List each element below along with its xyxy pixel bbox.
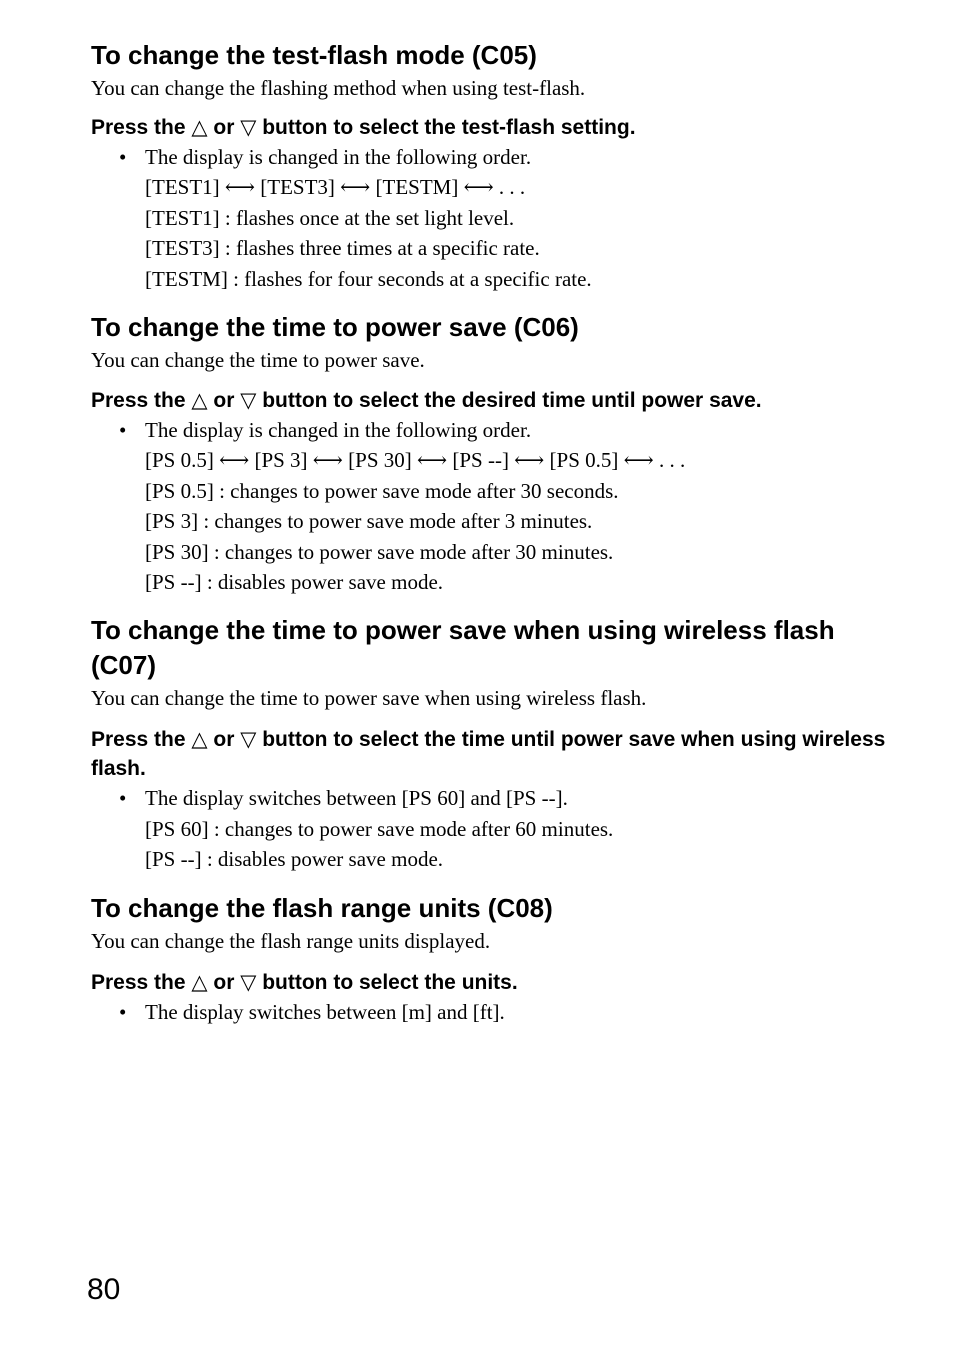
section-intro: You can change the flashing method when using test-flash. (91, 76, 586, 100)
bullet-icon: • (119, 418, 127, 443)
section-wireless-power-save (91, 613, 891, 874)
section-intro: You can change the time to power save when using wireless flash. (91, 686, 647, 711)
bullet-line: The display switches between [PS 60] and [PS --]. (145, 786, 568, 811)
section-instruction: Press the △ or ▽ button to select the time until power save when using wireless flash. (91, 728, 886, 781)
bullet-icon: • (119, 999, 127, 1024)
bullet-item (91, 783, 891, 874)
section-power-save-time (91, 310, 891, 597)
section-intro: You can change the flash range units displayed. (91, 928, 491, 953)
bullet-icon: • (119, 145, 127, 169)
bullet-line: [PS 0.5] : changes to power save mode after 30 seconds. (145, 478, 619, 503)
section-title: To change the time to power save when using wireless flash (C07) (91, 615, 835, 681)
section-flash-range-units (91, 891, 891, 1027)
page-number: 80 (87, 1273, 121, 1306)
bullet-line: [PS 60] : changes to power save mode after 60 minutes. (145, 816, 614, 841)
section-title: To change the test-flash mode (C05) (91, 40, 537, 70)
section-instruction: Press the △ or ▽ button to select the desired time until power save. (91, 389, 762, 413)
bullet-line: [TEST1] ⟷ [TEST3] ⟷ [TESTM] ⟷ . . . (145, 175, 526, 200)
bullet-line: [PS --] : disables power save mode. (145, 847, 444, 872)
bullet-item (91, 142, 891, 294)
section-instruction: Press the △ or ▽ button to select the test-flash setting. (91, 116, 636, 139)
section-title: To change the flash range units (C08) (91, 892, 553, 923)
bullet-line: [PS 30] : changes to power save mode after 30 minutes. (145, 539, 614, 564)
manual-page (91, 38, 891, 1027)
bullet-line: [TEST1] : flashes once at the set light level. (145, 205, 515, 230)
bullet-item (91, 997, 891, 1027)
bullet-item (91, 415, 891, 597)
section-instruction: Press the △ or ▽ button to select the units. (91, 970, 518, 994)
section-test-flash-mode (91, 38, 891, 294)
bullet-line: The display is changed in the following order. (145, 418, 532, 443)
bullet-line: [TEST3] : flashes three times at a specific rate. (145, 236, 540, 261)
bullet-line: The display is changed in the following order. (145, 145, 532, 169)
bullet-line: [PS --] : disables power save mode. (145, 570, 444, 595)
bullet-line: The display switches between [m] and [ft]. (145, 999, 505, 1024)
bullet-line: [PS 3] : changes to power save mode after 3 minutes. (145, 509, 593, 534)
section-title: To change the time to power save (C06) (91, 312, 579, 343)
section-intro: You can change the time to power save. (91, 348, 425, 373)
bullet-line: [TESTM] : flashes for four seconds at a specific rate. (145, 266, 592, 291)
bullet-line: [PS 0.5] ⟷ [PS 3] ⟷ [PS 30] ⟷ [PS --] ⟷ [PS 0.5] ⟷ . . . (145, 448, 686, 473)
bullet-icon: • (119, 786, 127, 811)
